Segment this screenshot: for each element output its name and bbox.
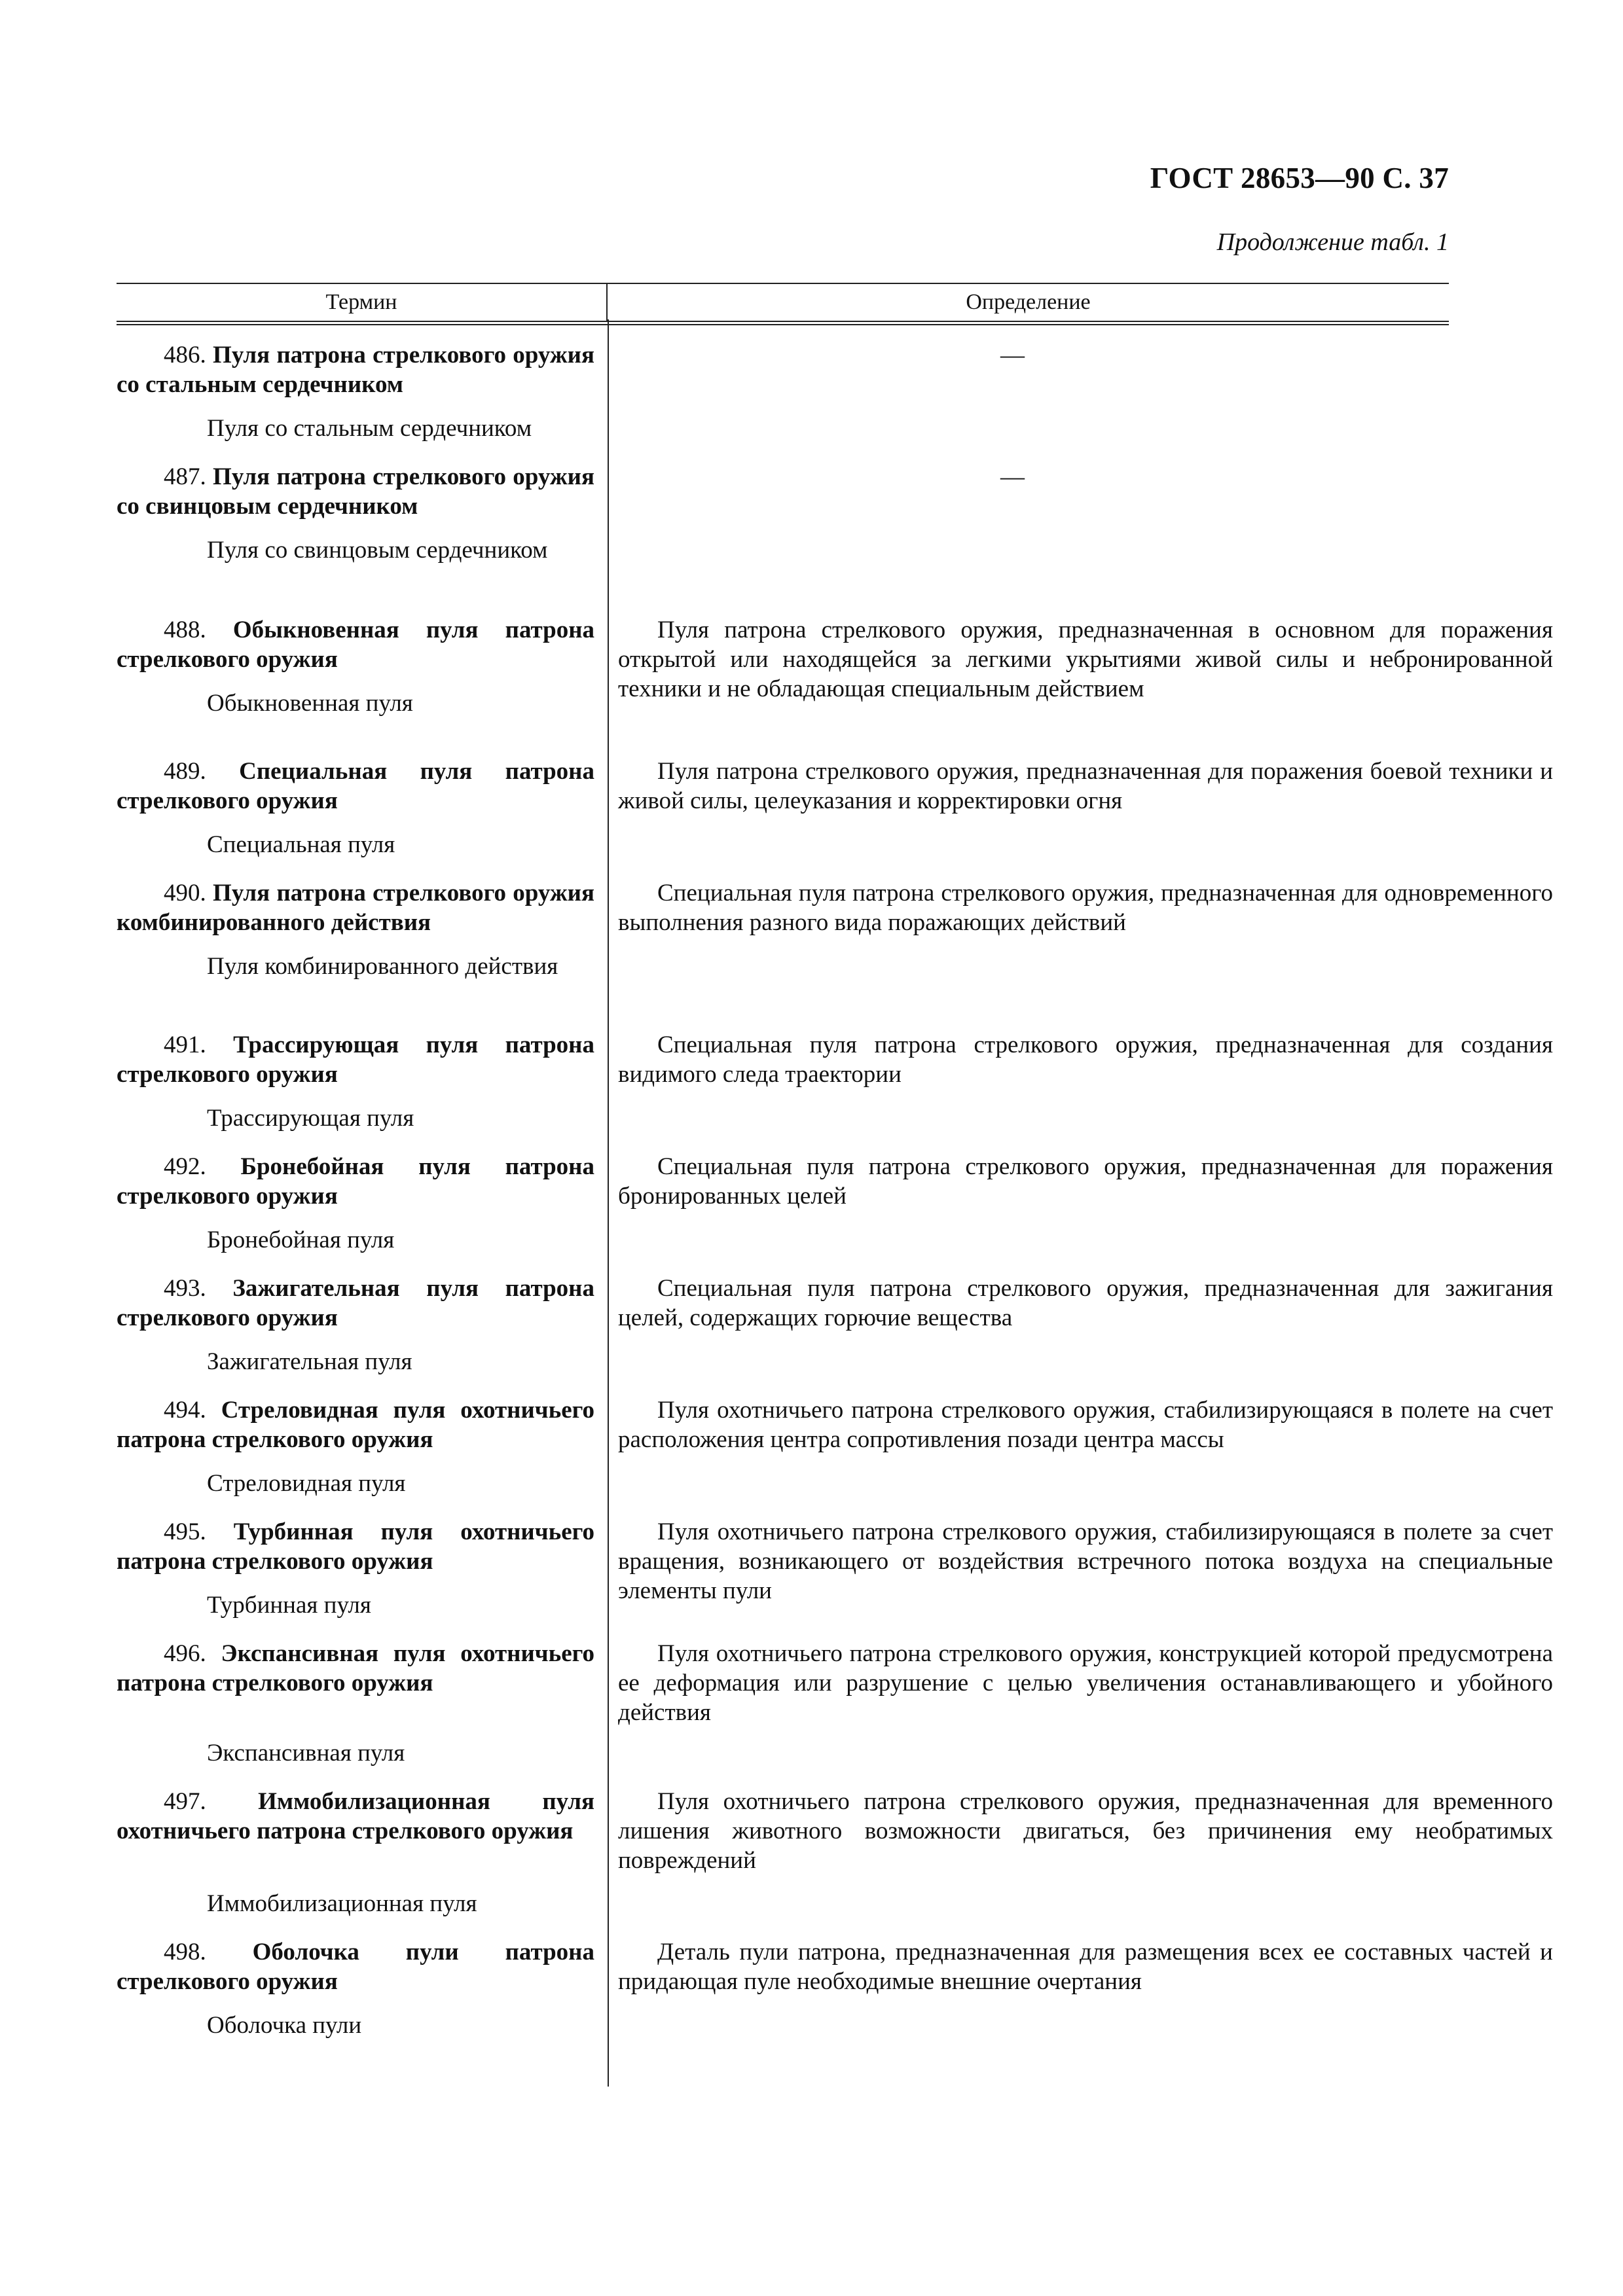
term-number: 490.: [164, 880, 206, 906]
term-number: 489.: [164, 758, 206, 785]
term-name: Обыкновенная пуля патрона стрелкового оружия: [117, 617, 595, 673]
definition-body: Пуля охотничьего патрона стрелкового оружия, стабилизирующаяся в полете на счет расположения центра сопротивления позади центра массы: [618, 1397, 1553, 1453]
term-number: 497.: [164, 1788, 206, 1815]
term-name: Пуля патрона стрелкового оружия со свинцовым сердечником: [117, 463, 595, 520]
term-entry: [117, 340, 594, 399]
term-number: 494.: [164, 1397, 206, 1424]
definition-text: [618, 1787, 1553, 1875]
term-number: 498.: [164, 1939, 206, 1965]
term-name: Специальная пуля патрона стрелкового оружия: [117, 758, 595, 814]
term-short-form: Пуля комбинированного действия: [207, 953, 558, 980]
term-short-form: Экспансивная пуля: [207, 1740, 405, 1767]
definition-body: Специальная пуля патрона стрелкового оружия, предназначенная для поражения бронированных целей: [618, 1153, 1553, 1210]
definition-body: Пуля патрона стрелкового оружия, предназначенная в основном для поражения открытой или находящейся за легкими укрытиями живой силы и небронированной техники и не обладающая специальным действием: [618, 617, 1553, 702]
definition-body: Специальная пуля патрона стрелкового оружия, предназначенная для создания видимого следа траектории: [618, 1031, 1553, 1088]
term-name: Турбинная пуля охотничьего патрона стрелкового оружия: [117, 1518, 594, 1575]
definition-dash: —: [1000, 342, 1025, 368]
term-entry: [117, 878, 594, 937]
page-header: ГОСТ 28653—90 С. 37: [1150, 162, 1449, 194]
term-number: 492.: [164, 1153, 206, 1180]
term-short-form: Турбинная пуля: [207, 1592, 371, 1619]
term-name: Оболочка пули патрона стрелкового оружия: [117, 1939, 594, 1995]
term-name: Трассирующая пуля патрона стрелкового оружия: [117, 1031, 595, 1088]
definition-body: Пуля патрона стрелкового оружия, предназначенная для поражения боевой техники и живой силы, целеуказания и корректировки огня: [618, 758, 1553, 814]
term-number: 488.: [164, 617, 206, 643]
definition-body: Специальная пуля патрона стрелкового оружия, предназначенная для зажигания целей, содержащих горючие вещества: [618, 1275, 1553, 1331]
term-name: Стреловидная пуля охотничьего патрона стрелкового оружия: [117, 1397, 595, 1453]
definition-text: [618, 1274, 1553, 1333]
definition-text: [618, 1152, 1553, 1211]
term-short-form: Пуля со свинцовым сердечником: [207, 537, 548, 564]
term-entry: [117, 1517, 594, 1576]
table-header: [117, 284, 1449, 321]
term-number: 493.: [164, 1275, 206, 1302]
term-short-form: Оболочка пули: [207, 2012, 362, 2039]
definition-text: [618, 1030, 1553, 1089]
term-number: 487.: [164, 463, 206, 490]
terms-table: [117, 283, 1449, 325]
definition-text: [618, 1517, 1553, 1605]
term-number: 486.: [164, 342, 206, 368]
term-entry: [117, 1639, 594, 1698]
definition-text: [618, 1395, 1553, 1454]
term-number: 491.: [164, 1031, 206, 1058]
definition-dash: —: [1000, 463, 1025, 490]
term-entry: [117, 1030, 594, 1089]
term-entry: [117, 757, 594, 816]
term-name: Бронебойная пуля патрона стрелкового оружия: [117, 1153, 594, 1210]
term-short-form: Бронебойная пуля: [207, 1227, 395, 1253]
term-short-form: Стреловидная пуля: [207, 1470, 406, 1497]
term-short-form: Иммобилизационная пуля: [207, 1890, 477, 1917]
term-short-form: Зажигательная пуля: [207, 1348, 412, 1375]
term-name: Иммобилизационная пуля охотничьего патрона стрелкового оружия: [117, 1788, 594, 1844]
term-entry: [117, 1937, 594, 1996]
definition-body: Специальная пуля патрона стрелкового оружия, предназначенная для одновременного выполнения разного вида поражающих действий: [618, 880, 1553, 936]
term-entry: [117, 1274, 594, 1333]
definition-text: [618, 615, 1553, 704]
term-entry: [117, 462, 594, 521]
term-short-form: Трассирующая пуля: [207, 1105, 414, 1132]
term-number: 496.: [164, 1640, 206, 1667]
definition-text: [618, 1937, 1553, 1996]
definition-body: Пуля охотничьего патрона стрелкового оружия, стабилизирующаяся в полете за счет вращения, возникающего от воздействия встречного потока воздуха на специальные элементы пули: [618, 1518, 1553, 1604]
term-entry: [117, 615, 594, 674]
term-name: Пуля патрона стрелкового оружия со стальным сердечником: [117, 342, 595, 398]
column-header-term: Термин: [117, 284, 608, 321]
term-number: 495.: [164, 1518, 206, 1545]
term-entry: [117, 1395, 594, 1454]
term-short-form: Пуля со стальным сердечником: [207, 415, 532, 442]
term-name: Зажигательная пуля патрона стрелкового оружия: [117, 1275, 594, 1331]
term-short-form: Обыкновенная пуля: [207, 690, 413, 717]
column-header-definition: Определение: [966, 290, 1091, 314]
term-entry: [117, 1152, 594, 1211]
definition-text: [618, 878, 1553, 937]
definition-text: [618, 757, 1553, 816]
table-continuation-label: Продолжение табл. 1: [1216, 228, 1449, 256]
definition-text: [618, 1639, 1553, 1727]
term-name: Экспансивная пуля охотничьего патрона стрелкового оружия: [117, 1640, 594, 1696]
term-short-form: Специальная пуля: [207, 831, 395, 858]
term-name: Пуля патрона стрелкового оружия комбинированного действия: [117, 880, 595, 936]
definition-body: Пуля охотничьего патрона стрелкового оружия, конструкцией которой предусмотрена ее деформация или разрушение с целью увеличения останавливающего и убойного действия: [618, 1640, 1553, 1726]
definition-body: Пуля охотничьего патрона стрелкового оружия, предназначенная для временного лишения животного возможности двигаться, без причинения ему необратимых повреждений: [618, 1788, 1553, 1874]
table-header-rule: [117, 321, 1449, 325]
column-divider: [608, 319, 609, 2087]
definition-body: Деталь пули патрона, предназначенная для размещения всех ее составных частей и придающая пуле необходимые внешние очертания: [618, 1939, 1553, 1995]
term-entry: [117, 1787, 594, 1846]
